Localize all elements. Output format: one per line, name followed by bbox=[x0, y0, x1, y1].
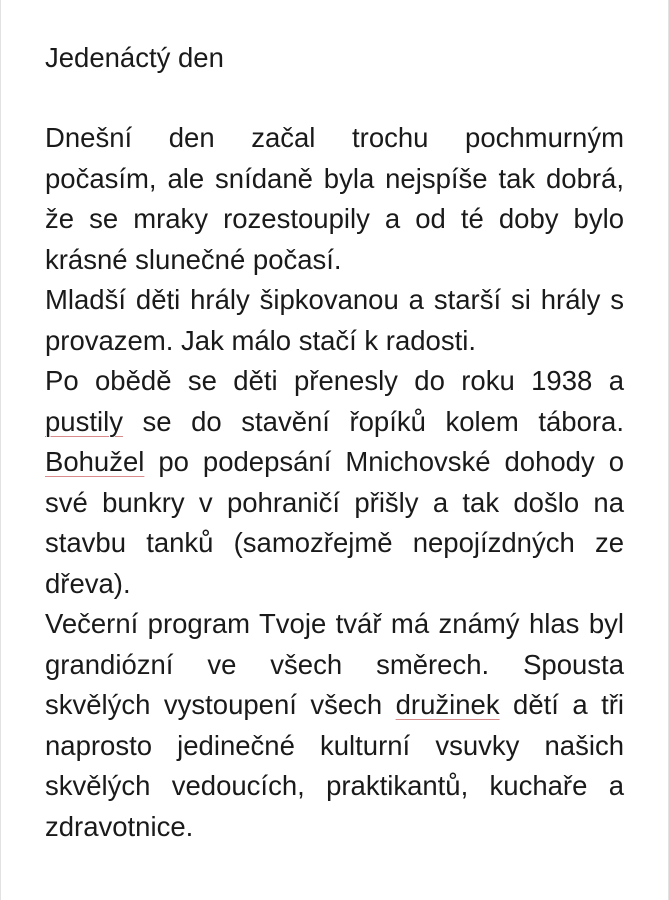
paragraph bbox=[45, 604, 624, 847]
document-body[interactable] bbox=[45, 118, 624, 847]
text-run: Dnešní den začal trochu pochmurným počasím, ale snídaně byla nejspíše tak dobrá, že se mraky rozestoupily a od té doby bylo krásné slunečné počasí. bbox=[45, 122, 624, 275]
text-run: Večerní program Tvoje tvář má známý hlas byl grandiózní ve všech směrech. Spousta skvělých vystoupení všech bbox=[45, 608, 624, 720]
text-run: se do stavění řopíků kolem tábora. bbox=[122, 405, 624, 437]
blank-line bbox=[45, 78, 624, 118]
text-run: dětí a tři naprosto jedinečné kulturní vsuvky našich skvělých vedoucích, praktikantů, kuchaře a zdravotnice. bbox=[45, 689, 624, 842]
paragraph bbox=[45, 280, 624, 361]
text-run: po podepsání Mnichovské dohody o své bunkry v pohraničí přišly a tak došlo na stavbu tanků (samozřejmě nepojízdných ze dřeva). bbox=[45, 446, 624, 599]
paragraph bbox=[45, 361, 624, 604]
spellcheck-flagged-word[interactable]: pustily bbox=[45, 405, 123, 437]
paragraph bbox=[45, 118, 624, 280]
document-page[interactable] bbox=[45, 38, 624, 847]
spellcheck-flagged-word[interactable]: Bohužel bbox=[45, 446, 145, 477]
text-run: Mladší děti hrály šipkovanou a starší si hrály s provazem. Jak málo stačí k radosti. bbox=[45, 284, 624, 356]
document-title: Jedenáctý den bbox=[45, 42, 224, 73]
page-edge-left bbox=[0, 0, 1, 900]
text-run: Po obědě se děti přenesly do roku 1938 a bbox=[45, 365, 624, 396]
spellcheck-flagged-word[interactable]: družinek bbox=[395, 689, 500, 720]
